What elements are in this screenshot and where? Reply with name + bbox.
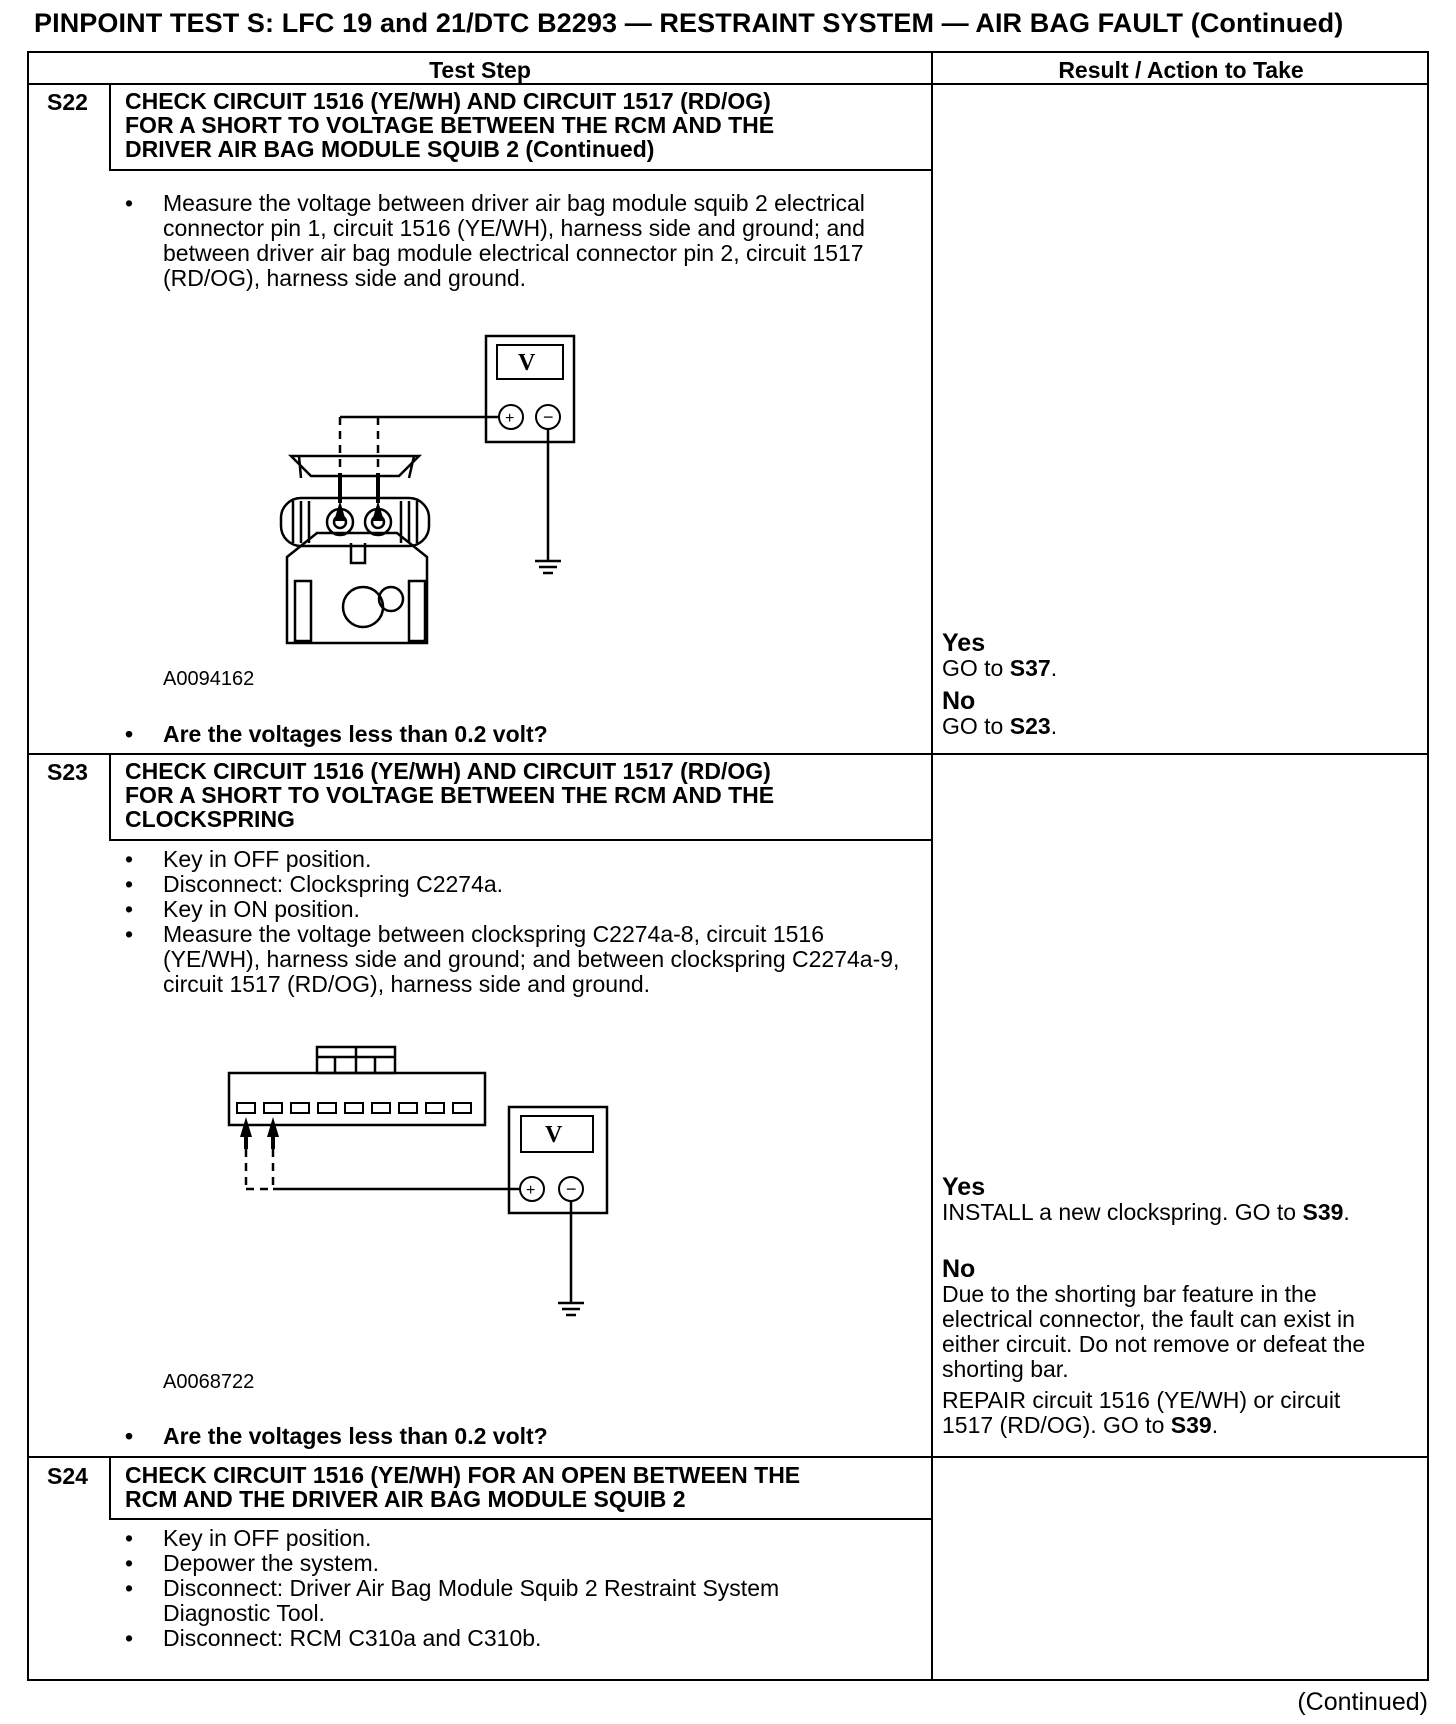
step-heading-divider: [109, 839, 931, 841]
no-action: [942, 714, 1422, 739]
result-no: [942, 689, 1422, 739]
list-item: • Disconnect: RCM C310a and C310b.: [125, 1626, 885, 1651]
yes-action-text: GO to: [942, 655, 1010, 681]
header-test-step: Test Step: [429, 57, 531, 83]
list-item: • Key in ON position.: [125, 897, 925, 922]
column-divider: [931, 53, 933, 1679]
list-item: • Measure the voltage between clockspring C2274a-8, circuit 1516 (YE/WH), harness side and ground; and between clockspring C2274a-9, circuit 1517 (RD/OG), harness side and ground.: [125, 922, 925, 997]
meter-label: V: [545, 1122, 563, 1148]
step-id-divider: [109, 1458, 111, 1518]
yes-action: [942, 656, 1422, 681]
page-title: PINPOINT TEST S: LFC 19 and 21/DTC B2293 — RESTRAINT SYSTEM — AIR BAG FAULT (Continued): [34, 8, 1344, 38]
step-id-divider: [109, 755, 111, 839]
clockspring-connector-icon: [229, 1047, 485, 1125]
step-id: S23: [47, 759, 88, 785]
list-item: • Measure the voltage between driver air bag module squib 2 electrical connector pin 1, circuit 1516 (YE/WH), harness side and ground; and between driver air bag module electrical connector pin 2, circuit 1517 (RD/OG), harness side and ground.: [125, 191, 925, 291]
step-question: • Are the voltages less than 0.2 volt?: [125, 1423, 548, 1450]
step-heading-line: CHECK CIRCUIT 1516 (YE/WH) AND CIRCUIT 1517 (RD/OG): [125, 88, 771, 114]
meter-label: V: [518, 350, 536, 376]
step-heading: [125, 759, 885, 831]
step-instructions: [125, 191, 925, 291]
yes-action: [942, 1200, 1422, 1225]
svg-text:−: −: [566, 1179, 577, 1199]
no-action-note: Due to the shorting bar feature in the electrical connector, the fault can exist in either circuit. Do not remove or defeat the shorting bar.: [942, 1281, 1366, 1382]
yes-action-end: .: [1050, 655, 1058, 681]
no-action-text: REPAIR circuit 1516 (YE/WH) or circuit 1517 (RD/OG). GO to: [942, 1387, 1341, 1438]
step-instructions: [125, 847, 925, 997]
figure-id: A0094162: [163, 668, 255, 690]
no-label: No: [942, 1255, 976, 1283]
step-heading-line: FOR A SHORT TO VOLTAGE BETWEEN THE RCM AND THE: [125, 112, 775, 138]
no-label: No: [942, 687, 976, 715]
yes-label: Yes: [942, 629, 986, 657]
step-question: • Are the voltages less than 0.2 volt?: [125, 721, 548, 748]
step-divider: [29, 1456, 1427, 1458]
step-heading-line: CHECK CIRCUIT 1516 (YE/WH) AND CIRCUIT 1517 (RD/OG): [125, 758, 771, 784]
yes-label: Yes: [942, 1173, 986, 1201]
yes-action-end: .: [1343, 1199, 1350, 1225]
yes-action-text: INSTALL a new clockspring. GO to: [942, 1199, 1303, 1225]
step-id-divider: [109, 85, 111, 169]
step-id: S24: [47, 1463, 88, 1489]
step-heading-line: FOR A SHORT TO VOLTAGE BETWEEN THE RCM AND THE: [125, 782, 775, 808]
svg-text:−: −: [543, 407, 554, 427]
step-heading-divider: [109, 1518, 931, 1520]
figure-id: A0068722: [163, 1371, 255, 1393]
continued-note: (Continued): [1297, 1688, 1428, 1716]
no-action-text: GO to: [942, 713, 1010, 739]
list-item: • Disconnect: Clockspring C2274a.: [125, 872, 925, 897]
voltmeter-diagram-squib: [239, 323, 659, 663]
step-heading: [125, 1463, 885, 1511]
yes-target-step: S39: [1302, 1199, 1344, 1225]
result-no: [942, 1257, 1412, 1438]
step-divider: [29, 753, 1427, 755]
no-action-end: .: [1050, 713, 1058, 739]
step-heading-line: CHECK CIRCUIT 1516 (YE/WH) FOR AN OPEN BETWEEN THE: [125, 1462, 801, 1488]
list-item: • Key in OFF position.: [125, 847, 925, 872]
result-yes: [942, 631, 1422, 681]
voltmeter-diagram-clockspring: [225, 1041, 665, 1351]
svg-text:+: +: [505, 410, 515, 427]
svg-text:+: +: [526, 1182, 536, 1199]
step-heading: [125, 89, 885, 161]
step-id: S22: [47, 89, 88, 115]
step-heading-line: CLOCKSPRING: [125, 806, 295, 832]
pinpoint-test-table: [27, 51, 1429, 1681]
result-yes: [942, 1175, 1422, 1225]
no-target-step: S39: [1170, 1412, 1212, 1438]
step-heading-line: RCM AND THE DRIVER AIR BAG MODULE SQUIB 2: [125, 1486, 686, 1512]
step-instructions: [125, 1526, 885, 1651]
header-divider: [29, 83, 1427, 85]
yes-target-step: S37: [1009, 655, 1051, 681]
no-action-end: .: [1211, 1412, 1219, 1438]
header-result-action: Result / Action to Take: [1058, 57, 1304, 83]
no-action: [942, 1388, 1382, 1438]
no-target-step: S23: [1009, 713, 1051, 739]
step-heading-line: DRIVER AIR BAG MODULE SQUIB 2 (Continued): [125, 136, 655, 162]
list-item: • Depower the system.: [125, 1551, 885, 1576]
step-heading-divider: [109, 169, 931, 171]
list-item: • Key in OFF position.: [125, 1526, 885, 1551]
list-item: • Disconnect: Driver Air Bag Module Squib 2 Restraint System Diagnostic Tool.: [125, 1576, 885, 1626]
air-bag-connector-icon: [281, 456, 429, 643]
